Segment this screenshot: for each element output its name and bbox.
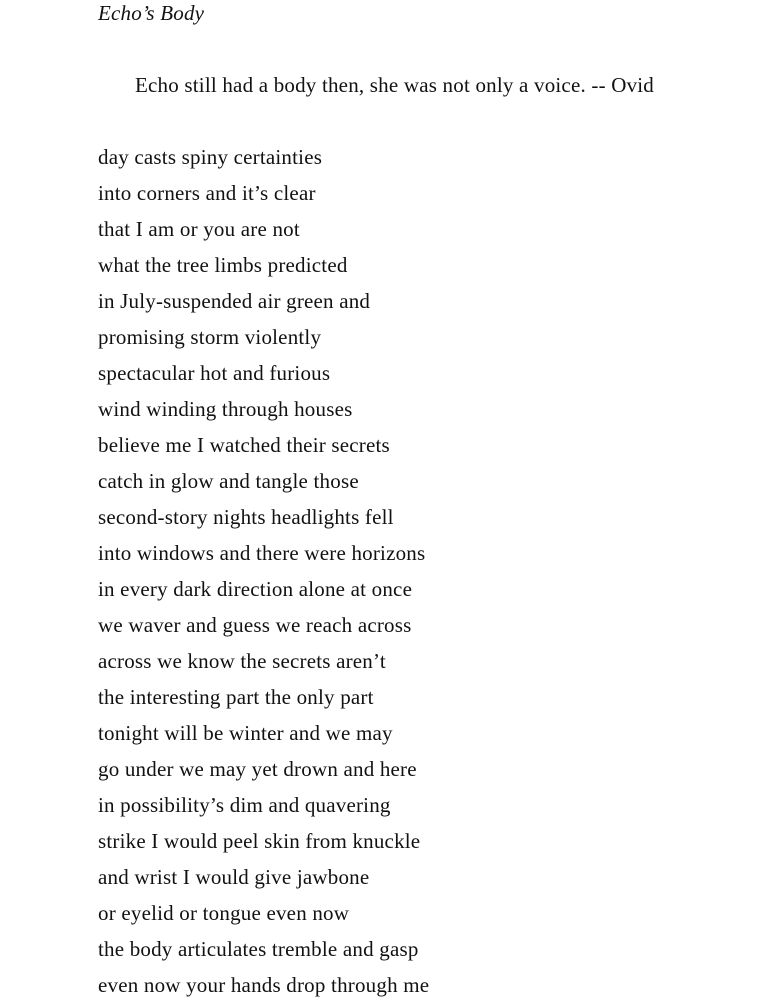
poem-line: catch in glow and tangle those [98,469,359,493]
poem-line: into windows and there were horizons [98,541,426,565]
poem-line: in every dark direction alone at once [98,577,413,601]
poem-line: what the tree limbs predicted [98,253,348,277]
poem-line: in July-suspended air green and [98,289,371,313]
poem-line: into corners and it’s clear [98,181,316,205]
poem-line: across we know the secrets aren’t [98,649,386,673]
poem-line: the body articulates tremble and gasp [98,937,419,961]
poem-line: second-story nights headlights fell [98,505,394,529]
poem-line: that I am or you are not [98,217,300,241]
poem-line: we waver and guess we reach across [98,613,412,637]
poem-epigraph: Echo still had a body then, she was not only a voice. -- Ovid [135,73,655,97]
spacer-after-title [98,31,768,67]
poem-line: promising storm violently [98,325,322,349]
poem-line: in possibility’s dim and quavering [98,793,391,817]
poem-line: believe me I watched their secrets [98,433,390,457]
poem-title: Echo’s Body [98,1,205,25]
poem-line: even now your hands drop through me [98,973,430,997]
spacer-after-epigraph [98,103,768,139]
poem-line: and wrist I would give jawbone [98,865,370,889]
poem-line: wind winding through houses [98,397,353,421]
poem-line: strike I would peel skin from knuckle [98,829,421,853]
poem-line: or eyelid or tongue even now [98,901,350,925]
poem-line: spectacular hot and furious [98,361,331,385]
poem-line: tonight will be winter and we may [98,721,393,745]
poem-body [98,139,768,1003]
poem-line: the interesting part the only part [98,685,374,709]
poem-line: go under we may yet drown and here [98,757,417,781]
poem-line: day casts spiny certainties [98,145,323,169]
